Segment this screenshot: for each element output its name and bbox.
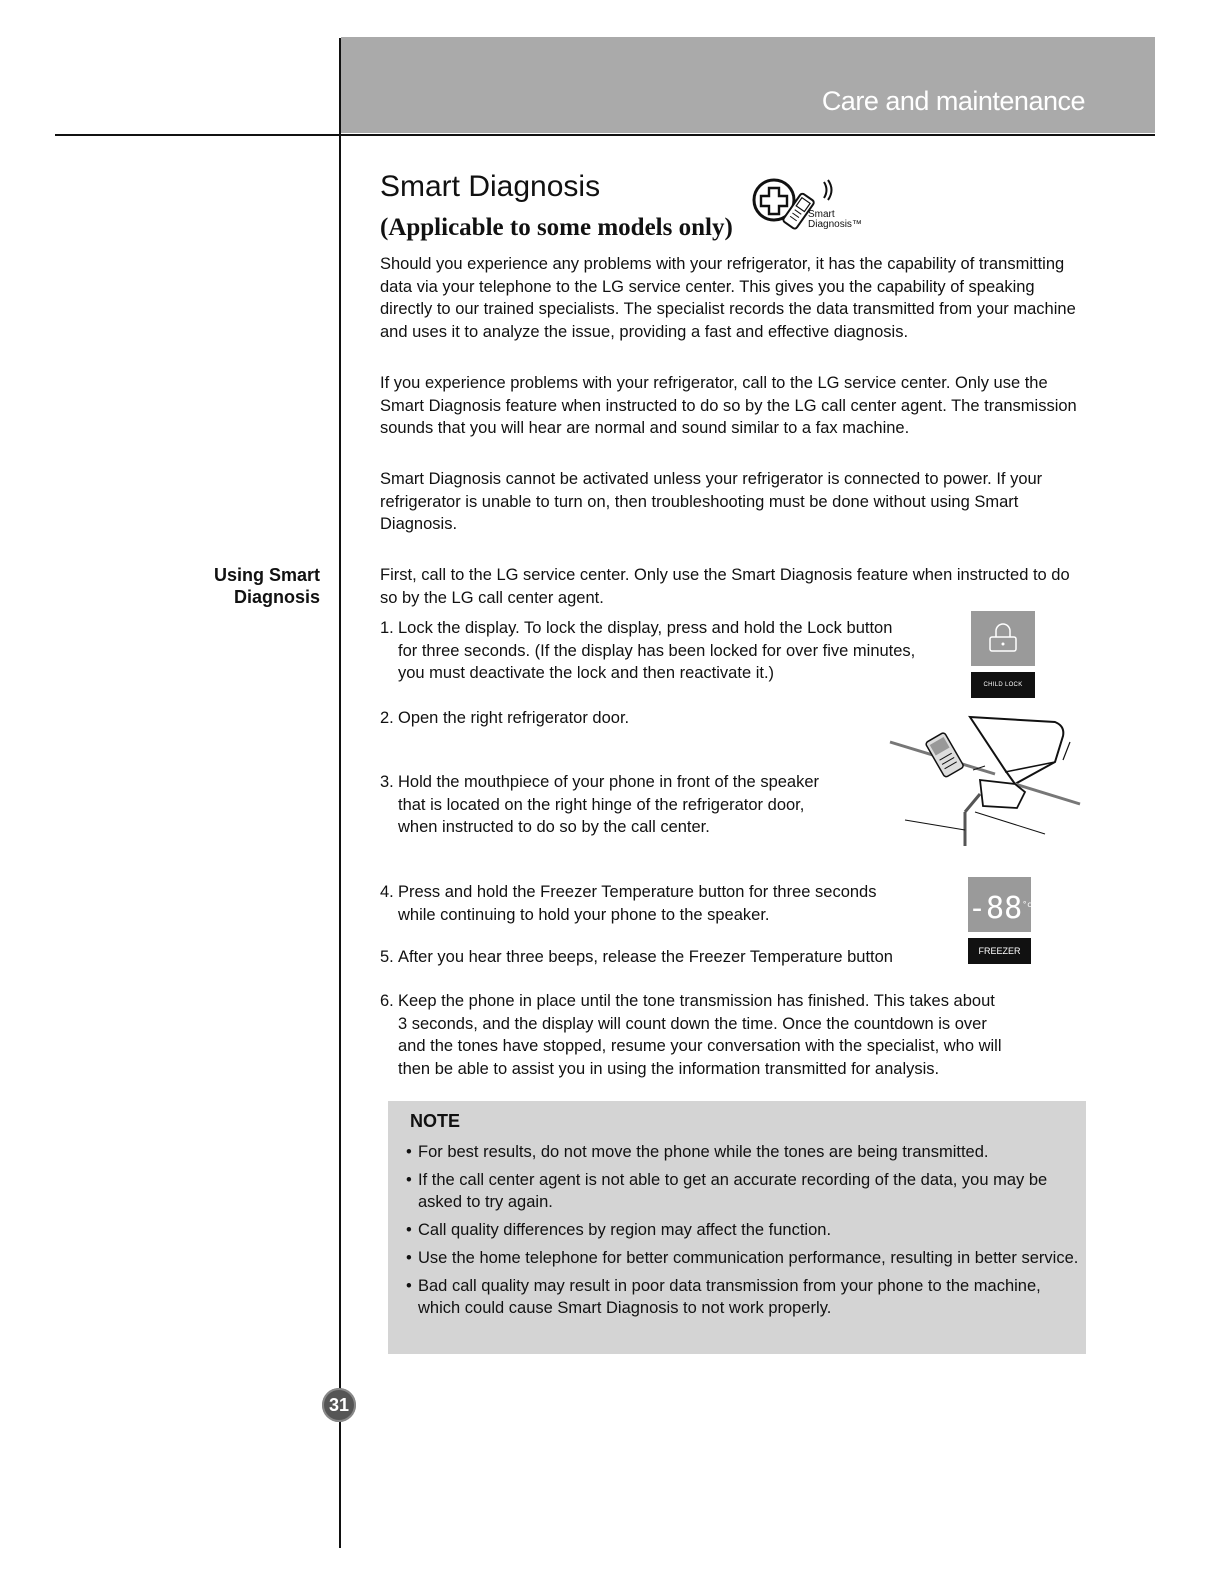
section-title: Care and maintenance xyxy=(821,86,1085,116)
page-subtitle: (Applicable to some models only) xyxy=(380,214,733,241)
step-1: 1. Lock the display. To lock the display, press and hold the Lock button for three seconds. (If the display has been locked for over five minutes, you must deactivate the lock and then reactivate it.) xyxy=(380,619,916,682)
note-item: • For best results, do not move the phone while the tones are being transmitted. xyxy=(406,1143,989,1161)
freezer-temperature-display: $-88^{^\circ c}$ xyxy=(968,877,1031,932)
page-number: 31 xyxy=(322,1388,356,1422)
page-title: Smart Diagnosis xyxy=(380,170,601,203)
refrigerator-hinge-illustration xyxy=(885,712,1085,852)
using-lead: First, call to the LG service center. Only use the Smart Diagnosis feature when instructed to do so by the LG call center agent. xyxy=(380,566,1070,607)
step-3: 3. Hold the mouthpiece of your phone in front of the speaker that is located on the right hinge of the refrigerator door, when instructed to do so by the call center. xyxy=(380,773,820,836)
freezer-button-label: FREEZER xyxy=(968,938,1031,964)
note-title: NOTE xyxy=(410,1111,461,1131)
lock-icon xyxy=(971,611,1035,666)
intro-paragraph-2: If you experience problems with your refrigerator, call to the LG service center. Only use the Smart Diagnosis feature when instructed to do so by the LG call center agent. The transmission sounds that you will hear are normal and sound similar to a fax machine. xyxy=(380,374,1077,437)
step-6: 6. Keep the phone in place until the tone transmission has finished. This takes about 3 seconds, and the display will count down the time. Once the countdown is over and the tones have stopped, resume your conversation with the specialist, who will then be able to assist you in using the information transmitted for analysis. xyxy=(380,992,1002,1078)
step-2: 2. Open the right refrigerator door. xyxy=(380,709,630,727)
note-box xyxy=(388,1101,1086,1354)
header-band xyxy=(341,37,1155,133)
phone-at-hinge-illustration xyxy=(885,712,1085,852)
margin-rule xyxy=(339,38,341,1548)
child-lock-label: CHILD LOCK xyxy=(971,672,1035,698)
intro-paragraph-3: Smart Diagnosis cannot be activated unless your refrigerator is connected to power. If your refrigerator is unable to turn on, then troubleshooting must be done without using Smart Diagnosis. xyxy=(380,470,1043,533)
logo-label: Smart Diagnosis™ xyxy=(808,209,862,230)
intro-paragraph-1: Should you experience any problems with your refrigerator, it has the capability of transmitting data via your telephone to the LG service center. This gives you the capability of speaking directly to our trained specialists. The specialist records the data transmitted from your machine and uses it to analyze the issue, providing a fast and effective diagnosis. xyxy=(380,255,1076,341)
note-item: • Call quality differences by region may affect the function. xyxy=(406,1221,832,1239)
lock-button-display xyxy=(971,611,1035,666)
header-rule xyxy=(55,134,1155,136)
step-5: 5. After you hear three beeps, release the Freezer Temperature button xyxy=(380,948,893,966)
note-list xyxy=(406,1141,1086,1325)
note-item: • Bad call quality may result in poor data transmission from your phone to the machine, which could cause Smart Diagnosis to not work properly. xyxy=(406,1277,1041,1317)
step-4: 4. Press and hold the Freezer Temperature button for three seconds while continuing to hold your phone to the speaker. xyxy=(380,883,877,924)
side-heading: Using Smart Diagnosis xyxy=(213,565,320,607)
note-item: • Use the home telephone for better communication performance, resulting in better service. xyxy=(406,1249,1079,1267)
note-item: • If the call center agent is not able to get an accurate recording of the data, you may be asked to try again. xyxy=(406,1171,1048,1211)
smart-diagnosis-logo xyxy=(750,176,865,234)
